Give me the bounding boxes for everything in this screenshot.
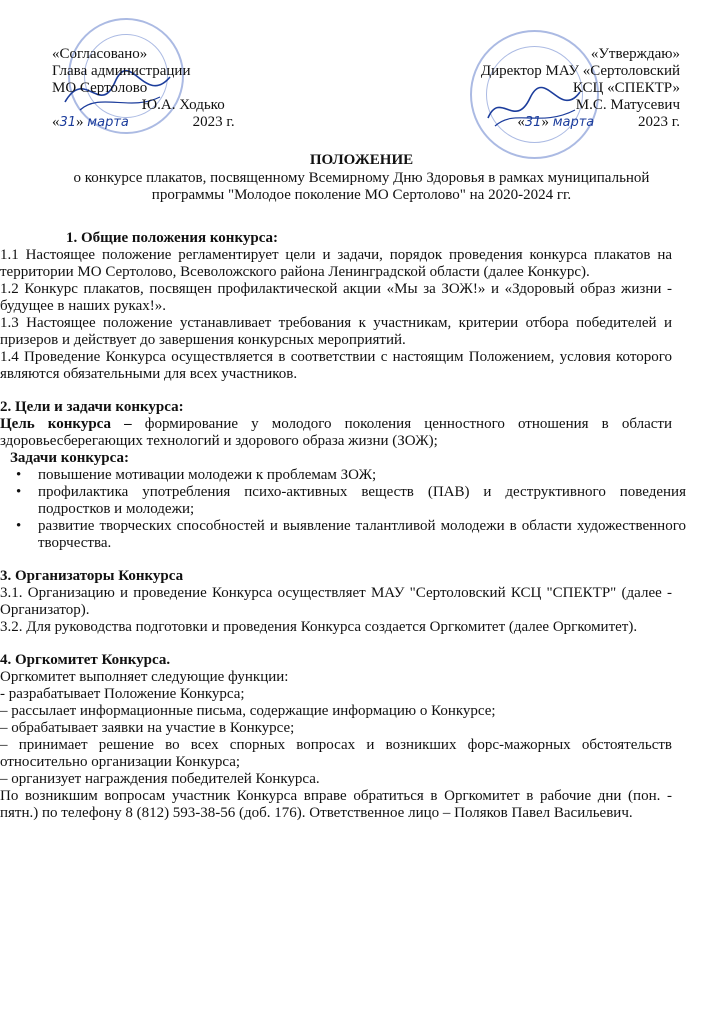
approval-right-position: Директор МАУ «Сертоловский [480, 63, 680, 79]
task-text: развитие творческих способностей и выявление талантливой молодежи в области художественного творчества. [38, 518, 686, 551]
approval-right-date-day: 31 [524, 115, 542, 130]
section-1-paragraph: 1.1 Настоящее положение регламентирует цели и задачи, порядок проведения конкурса плакатов на территории МО Сертолово, Всеволожского района Ленинградской области (далее Конкурс). [0, 247, 672, 280]
section-1-heading: 1. Общие положения конкурса: [66, 230, 279, 246]
list-item: – обрабатывает заявки на участие в Конкурсе; [0, 720, 295, 736]
list-item [14, 484, 686, 518]
approval-left-label: «Согласовано» [52, 46, 148, 62]
goal-text: формирование у молодого поколения ценностного отношения в области здоровьесберегающих технологий и здорового образа жизни (ЗОЖ); [0, 416, 672, 449]
section-2-heading: 2. Цели и задачи конкурса: [0, 399, 184, 415]
tasks-heading: Задачи конкурса: [10, 450, 129, 466]
section-3-paragraph: 3.2. Для руководства подготовки и проведения Конкурса создается Оргкомитет (далее Оргкомитет). [0, 619, 638, 635]
bullet-icon: • [16, 484, 22, 500]
spacer [50, 383, 672, 399]
document-subtitle: о конкурсе плакатов, посвященному Всемирному Дню Здоровья в рамках муниципальной программы "Молодое поколение МО Сертолово" на 2020-2024 гг. [73, 170, 650, 203]
approval-left-date-year: 2023 г. [192, 114, 235, 130]
list-item: – рассылает информационные письма, содержащие информацию о Конкурсе; [0, 703, 496, 719]
approval-left-signatory [52, 97, 312, 114]
task-text: повышение мотивации молодежи к проблемам ЗОЖ; [38, 467, 377, 483]
section-4-intro: Оргкомитет выполняет следующие функции: [0, 669, 289, 685]
spacer [50, 636, 672, 652]
approval-right-name: М.С. Матусевич [575, 97, 680, 113]
tasks-list [0, 467, 686, 552]
approval-right-date-month: марта [552, 115, 595, 130]
list-item: – организует награждения победителей Конкурса. [0, 771, 320, 787]
section-4-contact: По возникшим вопросам участник Конкурса вправе обратиться в Оргкомитет в рабочие дни (пон. - пятн.) по телефону 8 (812) 593-38-56 (доб. 176). Ответственное лицо – Поляков Павел Васильевич. [0, 788, 672, 821]
approval-right-date-mid: » [541, 114, 549, 130]
section-3-heading: 3. Организаторы Конкурса [0, 568, 184, 584]
approval-right-date-open: « [517, 114, 525, 130]
list-item [14, 518, 686, 552]
section-4-heading: 4. Оргкомитет Конкурса. [0, 652, 171, 668]
approval-left-date-day: 31 [59, 115, 77, 130]
section-1-paragraph: 1.4 Проведение Конкурса осуществляется в соответствии с настоящим Положением, условия которого являются обязательными для всех участников. [0, 349, 672, 382]
spacer [50, 552, 672, 568]
approval-left-date-open: « [52, 114, 60, 130]
document-title: ПОЛОЖЕНИЕ [309, 152, 414, 168]
section-1-paragraph: 1.3 Настоящее положение устанавливает требования к участникам, критерии отбора победителей и призеров и действует до завершения конкурсных мероприятий. [0, 315, 672, 348]
approval-left-date-mid: » [76, 114, 84, 130]
bullet-icon: • [16, 467, 22, 483]
approval-left-organization: МО Сертолово [52, 80, 148, 96]
document-body [0, 230, 686, 822]
section-3-paragraph: 3.1. Организацию и проведение Конкурса осуществляет МАУ "Сертоловский КСЦ "СПЕКТР" (далее - Организатор). [0, 585, 672, 618]
approval-right-date-year: 2023 г. [638, 114, 680, 130]
approval-left-name: Ю.А. Ходько [141, 97, 225, 113]
approval-left-date [52, 114, 312, 131]
approval-block-left [52, 46, 312, 131]
bullet-icon: • [16, 518, 22, 534]
list-item [14, 467, 686, 484]
approval-left-date-month: марта [87, 115, 129, 130]
list-item: – принимает решение во всех спорных вопросах и возникших форс-мажорных обстоятельств относительно организации Конкурса; [0, 737, 672, 770]
approval-right-date [440, 114, 680, 131]
approval-right-label: «Утверждаю» [590, 46, 680, 62]
approval-right-organization: КСЦ «СПЕКТР» [572, 80, 680, 96]
section-1-paragraph: 1.2 Конкурс плакатов, посвящен профилактической акции «Мы за ЗОЖ!» и «Здоровый образ жизни - будущее в наших руках!». [0, 281, 672, 314]
approval-left-position: Глава администрации [52, 63, 191, 79]
task-text: профилактика употребления психо-активных веществ (ПАВ) и деструктивного поведения подростков и молодежи; [38, 484, 686, 517]
list-item: - разрабатывает Положение Конкурса; [0, 686, 245, 702]
section-2-goal [0, 416, 672, 450]
goal-label: Цель конкурса – [0, 416, 132, 432]
approval-block-right [440, 46, 680, 131]
